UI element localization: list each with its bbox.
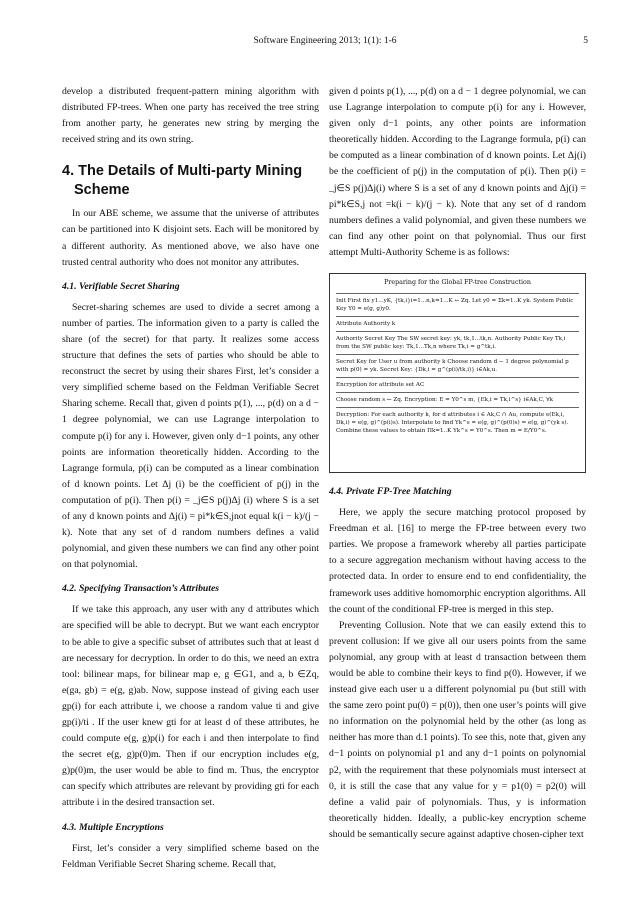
- algorithm-user-secret-key: Secret Key for User u from authority k Choose random d − 1 degree polynomial p with p(0) = yk. Secret Key: {Dk,i = g^(p(i)/tk,i)} i∈Ak,u.: [336, 354, 579, 377]
- intro-paragraph: develop a distributed frequent-pattern mining algorithm with distributed FP-trees. When one party has received the tree string from another party, he generates new string by merging the received string and its own string.: [62, 86, 319, 146]
- running-header: [62, 36, 588, 46]
- section-4-heading-line1: 4. The Details of Multi-party Mining: [62, 163, 303, 180]
- section-4-heading-line2: Scheme: [74, 182, 130, 199]
- subsection-4-2-paragraph: If we take this approach, any user with any d attributes which are specified will be able to decrypt. But we want each encryptor to be able to give a specific subset of attributes such that at least d are necessary for decryption. In order to do this, we need an extra tool: bilinear maps, for bilinear map e, g ∈G1, and a, b ∈Zq, e(ga, gb) = e(g, g)ab. Now, suppose instead of giving each user gp(i) for each attribute i, we choose a random value ti and give gp(i)/ti . If the user knew gti for at least d of these attributes, he could compute e(g, g)p(i) for each i and then interpolate to find the secret e(g, g)p(0)m. Then if our encryption includes e(g, g)p(0)m, the user would be able to find m. Thus, the encryptor can specify which attributes are relevant by providing gti for each attribute i in the desired transaction set.: [62, 604, 319, 809]
- subsection-4-4-heading: 4.4. Private FP-Tree Matching: [329, 486, 452, 498]
- subsection-4-4-paragraph-2: Preventing Collusion. Note that we can easily extend this to prevent collusion: If we give all our users points from the same polynomial, any group with at least d transaction between them would be able to combine their keys to find p(0). However, if we instead give each user u a different polynomial pu (but still with the same zero point pu(0) = p(0)), then one user’s points will give no information on the polynomial held by the other (as long as neither has more than d.1 points). To see this, note that, given any d−1 points on polynomial p1 and any d−1 points on polynomial p2, with the requirement that these polynomials must intersect at 0, it is still the case that any value for y = p1(0) = p2(0) will define a valid pair of polynomials. Thus, y is information theoretically hidden. Ideally, a public-key encryption scheme should be semantically secure against adaptive chosen-cipher text: [329, 619, 586, 840]
- algorithm-encryption: Choose random s ← Zq. Encryption: E = Y0^s m, {Ek,i = Tk,i^s} i∈Ak,C, ∀k: [336, 392, 579, 407]
- algorithm-encryption-heading: Encryption for attribute set AC: [336, 377, 579, 392]
- subsection-4-1-heading: 4.1. Verifiable Secret Sharing: [62, 280, 180, 292]
- journal-citation: Software Engineering 2013; 1(1): 1-6: [253, 36, 397, 46]
- left-column: [62, 84, 319, 873]
- algorithm-box: [329, 273, 586, 473]
- subsection-4-2-heading: 4.2. Specifying Transaction’s Attributes: [62, 583, 220, 595]
- subsection-4-1-paragraph: Secret-sharing schemes are used to divide a secret among a number of parties. The information given to a party is called the share (of the secret) for that party. It realizes some access structure that defines the sets of parties who should be able to reconstruct the secret by using their shares First, let’s consider a very simplified scheme based on the Feldman Verifiable Secret Sharing scheme. Recall that, given d points p(1), ..., p(d) on a d − 1 degree polynomial, we can use Lagrange interpolation to compute p(i) for any i. However, given only d−1 points, any other points are information theoretically hidden. According to the Lagrange formula, p(i) can be computed as a linear combination of d known points. Let Δj (i) be the coefficient of p(j) in the computation of p(i). Then p(i) = _j∈S p(j)Δj (i) where S is a set of any d known points and Δj(i) = pi*k∈S,jnot equal k(i − k)/(j − k). Note that any set of d random numbers defines a valid polynomial, and given these numbers we can find any other point on that polynomial.: [62, 301, 319, 571]
- algorithm-decryption: Decryption: For each authority k, for d attributes i ∈ Ak,C ∩ Au, compute e(Ek,i, Dk,i) = e(g, g)^(p(i)s). Interpolate to find Yk^s = e(g, g)^(p(0)s) = e(g, g)^(yk s). Combine these values to obtain Πk=1..K Yk^s = Y0^s. Then m = E/Y0^s.: [336, 407, 579, 438]
- algorithm-authority-keys: Authority Secret Key The SW secret key: yk, tk,1...tk,n. Authority Public Key Tk,i from the SW public key: Tk,1...Tk,n where Tk,i = g^tk,i.: [336, 331, 579, 354]
- subsection-4-3-paragraph: First, let’s consider a very simplified scheme based on the Feldman Verifiable Secret Sharing scheme. Recall that,: [62, 842, 319, 870]
- subsection-4-3-heading: 4.3. Multiple Encryptions: [62, 821, 164, 833]
- algorithm-box-title: Preparing for the Global FP-tree Construction: [384, 279, 531, 287]
- page-number: 5: [583, 36, 588, 46]
- right-column: [329, 84, 586, 843]
- section-4-paragraph: In our ABE scheme, we assume that the universe of attributes can be partitioned into K disjoint sets. Each will be monitored by a different authority. As mentioned above, we also have one trusted central authority who does not monitor any attributes.: [62, 208, 319, 268]
- algorithm-init: Init First fix y1...yK, {tk,i}i=1...n,k=1...K ← Zq. Let y0 = Σk=1..K yk. System Public Key Y0 = e(g, g)y0.: [336, 293, 579, 316]
- section-4-heading: [62, 162, 319, 200]
- algorithm-attribute-authority: Attribute Authority k: [336, 316, 579, 331]
- right-continuation-paragraph: given d points p(1), ..., p(d) on a d − 1 degree polynomial, we can use Lagrange interpolation to compute p(i) for any i. However, given only d−1 points, any other points are information theoretically hidden. According to the Lagrange formula, p(i) can be computed as a linear combination of d known points. Let Δj(i) be the coefficient of p(j) in the computation of p(i). Then p(i) = _j∈S p(j)Δj(i) where S is a set of any d known points and Δj(i) = pi*k∈S,j not =k(i − k)/(j − k). Note that any set of d random numbers defines a valid polynomial, and given these numbers we can find any other point on that polynomial. Thus our first attempt Multi-Authority Scheme is as follows:: [329, 86, 586, 258]
- subsection-4-4-paragraph-1: Here, we apply the secure matching protocol proposed by Freedman et al. [16] to merge the FP-tree between every two parties. We propose a framework whereby all parties participate to a secure aggregation mechanism without having access to the protected data. In order to ensure end to end confidentiality, the framework uses additive homomorphic encryption algorithms. All the count of the conditional FP-tree is merged in this step.: [329, 507, 586, 615]
